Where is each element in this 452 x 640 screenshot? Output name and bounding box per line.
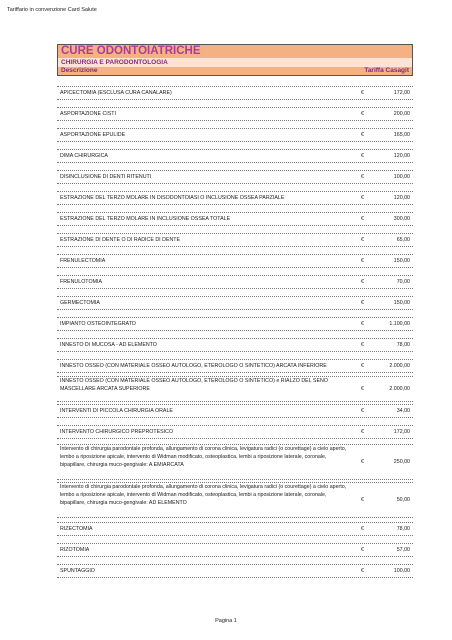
row-description: APICECTOMIA (ESCLUSA CURA CANALARE): [60, 90, 172, 96]
row-description: INTERVENTI DI PICCOLA CHIRURGIA ORALE: [60, 408, 173, 414]
row-currency: €: [361, 279, 364, 285]
table-row: [57, 254, 413, 268]
row-amount: 78,00: [396, 526, 410, 532]
row-currency: €: [361, 216, 364, 222]
row-description: FRENULECTOMIA: [60, 258, 106, 264]
row-description: INNESTO OSSEO (CON MATERIALE OSSEO AUTOLOGO, ETEROLOGO O SINTETICO) ARCATA INFERIORE: [60, 363, 327, 369]
row-description: INNESTO OSSEO (CON MATERIALE OSSEO AUTOLOGO, ETEROLOGO O SINTETICO) e RIALZO DEL SENO MASCELLARE ARCATA SUPERIORE: [60, 378, 328, 392]
row-currency: €: [361, 300, 364, 306]
row-amount: 78,00: [396, 342, 410, 348]
row-currency: €: [361, 90, 364, 96]
table-row: [57, 376, 413, 402]
row-amount: 150,00: [393, 300, 410, 306]
column-header-description: Descrizione: [61, 67, 98, 74]
row-amount: 165,00: [393, 132, 410, 138]
row-description: ASPORTAZIONE CISTI: [60, 111, 117, 117]
row-currency: €: [361, 258, 364, 264]
table-row: [57, 522, 413, 536]
table-row: [57, 86, 413, 100]
page-number: Pagina 1: [215, 618, 237, 624]
column-header-tariff: Tariffa Casagit: [364, 67, 409, 74]
table-row: [57, 404, 413, 418]
row-currency: €: [361, 132, 364, 138]
row-amount: 65,00: [396, 237, 410, 243]
table-row: [57, 275, 413, 289]
table-row: [57, 191, 413, 205]
row-currency: €: [361, 429, 364, 435]
row-amount: 100,00: [393, 568, 410, 574]
table-row: [57, 482, 413, 518]
table-row: [57, 359, 413, 373]
row-currency: €: [361, 386, 364, 392]
row-description: ESTRAZIONE DI DENTE O DI RADICE DI DENTE: [60, 237, 181, 243]
row-amount: 34,00: [396, 408, 410, 414]
row-description: Intervento di chirurgia parodontale profonda, allungamento di corona clinica, levigatura radici (o courettage) a cielo aperto, lembo a riposizione apicale, intervento di Widman modificato, osteoplastica, lembi a riposizione laterale, coronale, bipapillare, chirurgia muco-gengivale: AD ELEMENTO: [60, 484, 347, 506]
row-currency: €: [361, 363, 364, 369]
row-amount: 120,00: [393, 153, 410, 159]
row-description: IMPIANTO OSTEOINTEGRATO: [60, 321, 136, 327]
table-row: [57, 338, 413, 352]
row-currency: €: [361, 526, 364, 532]
row-currency: €: [361, 237, 364, 243]
row-amount: 200,00: [393, 111, 410, 117]
row-description: DISINCLUSIONE DI DENTI RITENUTI: [60, 174, 152, 180]
row-amount: 1.100,00: [389, 321, 410, 327]
row-amount: 2.000,00: [389, 363, 410, 369]
row-description: RIZOTOMIA: [60, 547, 90, 553]
row-description: ESTRAZIONE DEL TERZO MOLARE IN INCLUSIONE OSSEA TOTALE: [60, 216, 231, 222]
table-row: [57, 543, 413, 557]
row-amount: 120,00: [393, 195, 410, 201]
row-amount: 172,00: [393, 429, 410, 435]
row-amount: 2.000,00: [389, 386, 410, 392]
row-currency: €: [361, 408, 364, 414]
table-row: [57, 296, 413, 310]
row-amount: 172,00: [393, 90, 410, 96]
section-title: CURE ODONTOIATRICHE: [58, 45, 412, 58]
row-currency: €: [361, 568, 364, 574]
row-description: Intervento di chirurgia parodontale profonda, allungamento di corona clinica, levigatura radici (o courettage) a cielo aperto, lembo a riposizione apicale, intervento di Widman modificato, osteoplastica, lembi a riposizione laterale, coronale, bipapillare, chirurgia muco-gengivale: A EMIARCATA: [60, 446, 347, 468]
tariff-document: [57, 44, 413, 574]
table-row: [57, 212, 413, 226]
row-amount: 150,00: [393, 258, 410, 264]
row-amount: 250,00: [393, 459, 410, 465]
table-row: [57, 107, 413, 121]
row-amount: 100,00: [393, 174, 410, 180]
row-currency: €: [361, 497, 364, 503]
row-description: FRENULOTOMIA: [60, 279, 102, 285]
row-description: SPUNTAGGIO: [60, 568, 95, 574]
page-header: Tariffario in convenzione Card Salute: [7, 7, 97, 13]
row-currency: €: [361, 174, 364, 180]
table-row: [57, 444, 413, 480]
row-currency: €: [361, 321, 364, 327]
table-row: [57, 233, 413, 247]
table-row: [57, 128, 413, 142]
row-amount: 57,00: [396, 547, 410, 553]
row-amount: 300,00: [393, 216, 410, 222]
row-description: DIMA CHIRURGICA: [60, 153, 108, 159]
section-subtitle: CHIRURGIA E PARODONTOLOGIA: [58, 58, 412, 67]
row-description: RIZECTOMIA: [60, 526, 93, 532]
table-row: [57, 564, 413, 578]
column-header: [58, 67, 412, 76]
row-description: ASPORTAZIONE EPULIDE: [60, 132, 126, 138]
row-description: GERMECTOMIA: [60, 300, 100, 306]
row-currency: €: [361, 195, 364, 201]
row-currency: €: [361, 111, 364, 117]
row-currency: €: [361, 547, 364, 553]
row-currency: €: [361, 459, 364, 465]
row-amount: 70,00: [396, 279, 410, 285]
section-header: [57, 44, 413, 76]
table-row: [57, 317, 413, 331]
table-row: [57, 149, 413, 163]
row-description: ESTRAZIONE DEL TERZO MOLARE IN DISODONTOIASI O INCLUSIONE OSSEA PARZIALE: [60, 195, 285, 201]
row-currency: €: [361, 153, 364, 159]
table-row: [57, 425, 413, 439]
row-description: INTERVENTO CHIRURGICO PREPROTESICO: [60, 429, 174, 435]
row-amount: 50,00: [396, 497, 410, 503]
row-currency: €: [361, 342, 364, 348]
table-row: [57, 170, 413, 184]
row-description: INNESTO DI MUCOSA - AD ELEMENTO: [60, 342, 157, 348]
